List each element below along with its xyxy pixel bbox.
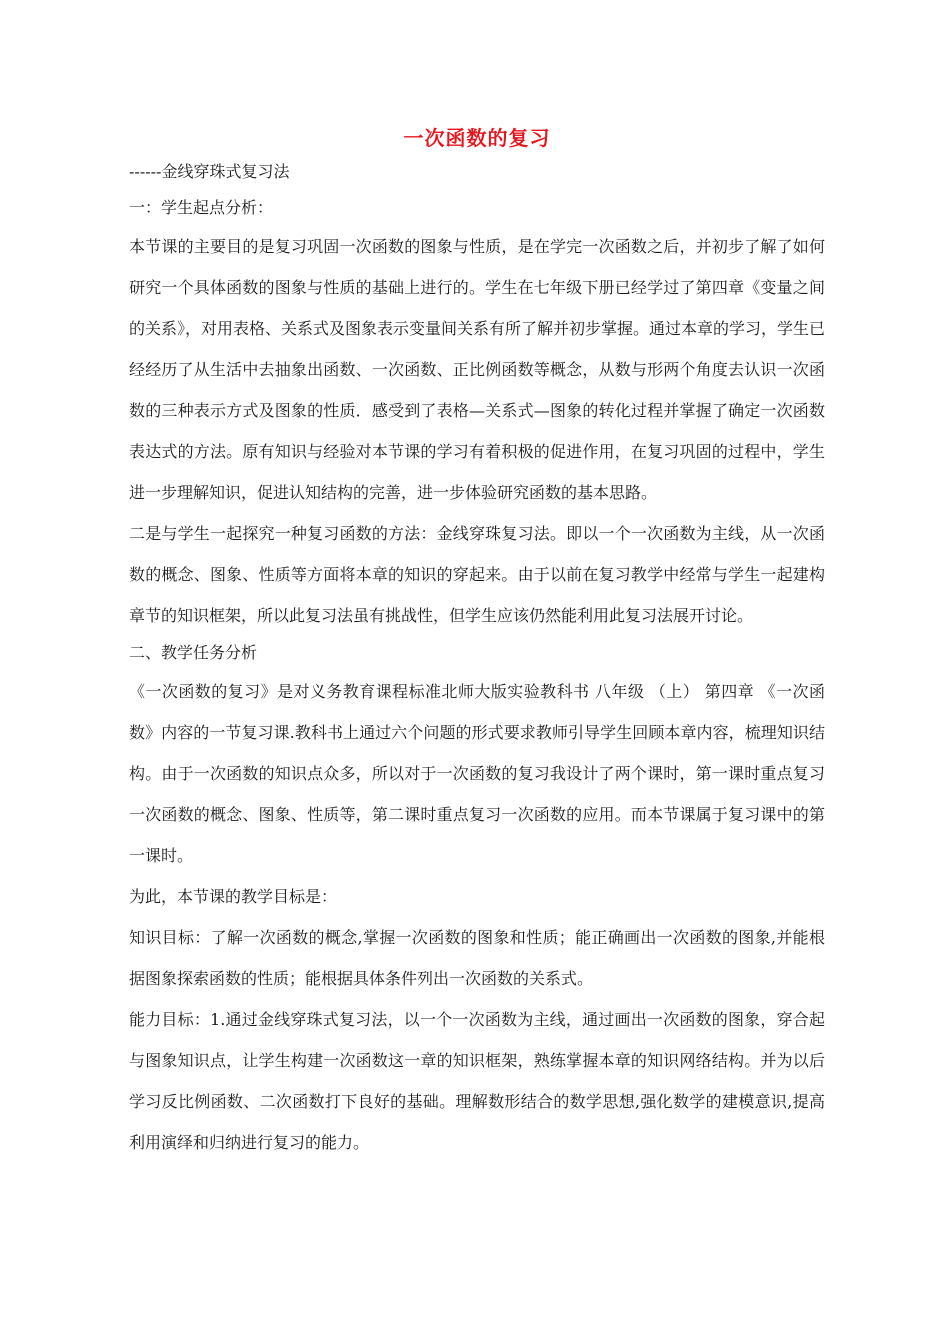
section-2-paragraph: 为此，本节课的教学目标是：	[129, 887, 338, 906]
section-2-paragraph: 《一次函数的复习》是对义务教育课程标准北师大版实验教科书 八年级 （上） 第四章 《一次函数》内容的一节复习课.教科书上通过六个问题的形式要求教师引导学生回顾本章内容，梳理知识结构。由于一次函数的知识点众多，所以对于一次函数的复习我设计了两个课时，第一课时重点复习一次函数的概念、图象、性质等，第二课时重点复习一次函数的应用。而本节课属于复习课中的第一课时。	[129, 682, 825, 865]
section-2-heading: 二、教学任务分析	[129, 643, 258, 662]
document-title: 一次函数的复习	[403, 126, 551, 150]
section-1-paragraph: 本节课的主要目的是复习巩固一次函数的图象与性质，是在学完一次函数之后，并初步了解了如何研究一个具体函数的图象与性质的基础上进行的。学生在七年级下册已经学过了第四章《变量之间的关系》，对用表格、关系式及图象表示变量间关系有所了解并初步掌握。通过本章的学习，学生已经经历了从生活中去抽象出函数、一次函数、正比例函数等概念，从数与形两个角度去认识一次函数的三种表示方式及图象的性质．感受到了表格—关系式—图象的转化过程并掌握了确定一次函数表达式的方法。原有知识与经验对本节课的学习有着积极的促进作用，在复习巩固的过程中，学生进一步理解知识，促进认知结构的完善，进一步体验研究函数的基本思路。	[129, 237, 826, 502]
section-1-heading: 一：学生起点分析：	[129, 198, 274, 217]
section-2-paragraph: 知识目标：了解一次函数的概念,掌握一次函数的图象和性质；能正确画出一次函数的图象,并能根据图象探索函数的性质；能根据具体条件列出一次函数的关系式。	[129, 928, 825, 988]
section-1-paragraph: 二是与学生一起探究一种复习函数的方法：金线穿珠复习法。即以一个一次函数为主线，从一次函数的概念、图象、性质等方面将本章的知识的穿起来。由于以前在复习教学中经常与学生一起建构章节的知识框架，所以此复习法虽有挑战性，但学生应该仍然能利用此复习法展开讨论。	[129, 524, 825, 625]
document-subtitle: ------金线穿珠式复习法	[129, 162, 290, 181]
section-2-paragraph: 能力目标：1.通过金线穿珠式复习法，以一个一次函数为主线，通过画出一次函数的图象，穿合起与图象知识点，让学生构建一次函数这一章的知识框架，熟练掌握本章的知识网络结构。并为以后学习反比例函数、二次函数打下良好的基础。理解数形结合的数学思想,强化数学的建模意识,提高利用演绎和归纳进行复习的能力。	[129, 1010, 825, 1152]
